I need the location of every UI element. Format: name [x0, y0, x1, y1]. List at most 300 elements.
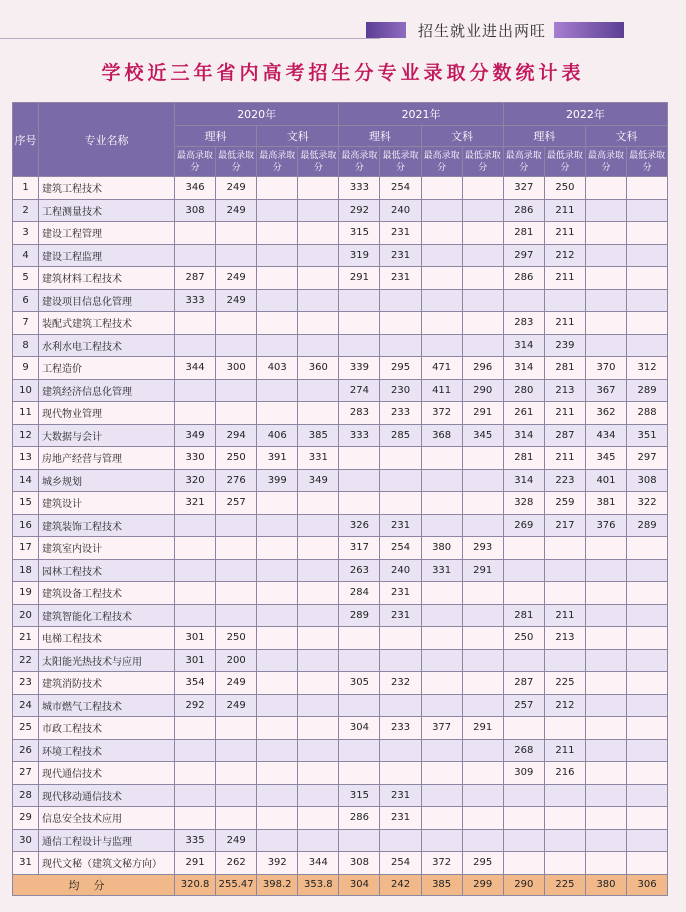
score-cell: 249: [216, 289, 257, 312]
score-cell: 257: [216, 492, 257, 515]
score-cell: [175, 784, 216, 807]
score-cell: [216, 604, 257, 627]
score-cell: [503, 582, 544, 605]
score-cell: 211: [544, 222, 585, 245]
score-cell: 333: [339, 424, 380, 447]
score-cell: [627, 604, 668, 627]
row-number: 21: [13, 627, 39, 650]
score-cell: [585, 312, 626, 335]
average-cell: 380: [585, 874, 626, 895]
major-name: 大数据与会计: [39, 424, 175, 447]
score-cell: [462, 199, 503, 222]
row-number: 17: [13, 537, 39, 560]
header-major: 专业名称: [39, 103, 175, 177]
major-name: 信息安全技术应用: [39, 807, 175, 830]
major-name: 现代物业管理: [39, 402, 175, 425]
score-cell: [462, 807, 503, 830]
row-number: 9: [13, 357, 39, 380]
table-row: [13, 717, 668, 740]
score-cell: [544, 784, 585, 807]
score-cell: 281: [503, 447, 544, 470]
table-body: [13, 177, 668, 875]
major-name: 城市燃气工程技术: [39, 694, 175, 717]
score-cell: [257, 492, 298, 515]
score-cell: [627, 649, 668, 672]
section-banner: [366, 18, 678, 42]
table-row: [13, 582, 668, 605]
score-cell: [298, 334, 339, 357]
header-min-score: 最低录取分: [216, 147, 257, 177]
score-cell: [298, 582, 339, 605]
score-cell: 300: [216, 357, 257, 380]
score-cell: 305: [339, 672, 380, 695]
score-cell: [462, 514, 503, 537]
score-cell: [421, 312, 462, 335]
score-cell: 362: [585, 402, 626, 425]
score-cell: 231: [380, 514, 421, 537]
score-cell: [175, 312, 216, 335]
score-cell: [216, 222, 257, 245]
score-cell: 250: [216, 447, 257, 470]
table-row: [13, 672, 668, 695]
score-cell: [421, 289, 462, 312]
score-cell: 281: [503, 604, 544, 627]
score-cell: [339, 694, 380, 717]
score-cell: 291: [462, 717, 503, 740]
score-cell: 385: [298, 424, 339, 447]
score-cell: [257, 739, 298, 762]
score-cell: [462, 312, 503, 335]
score-cell: [298, 717, 339, 740]
score-cell: [462, 267, 503, 290]
score-cell: [257, 649, 298, 672]
score-cell: [421, 604, 462, 627]
score-cell: [421, 334, 462, 357]
score-cell: [585, 627, 626, 650]
score-cell: 292: [339, 199, 380, 222]
score-cell: [544, 717, 585, 740]
score-cell: [257, 537, 298, 560]
table-row: [13, 852, 668, 875]
score-cell: 380: [421, 537, 462, 560]
score-cell: [380, 334, 421, 357]
score-cell: [462, 829, 503, 852]
header-science: 理科: [339, 126, 421, 147]
score-cell: [462, 739, 503, 762]
score-cell: [339, 649, 380, 672]
average-row: [13, 874, 668, 895]
top-rule: [0, 38, 380, 39]
score-cell: 231: [380, 267, 421, 290]
row-number: 24: [13, 694, 39, 717]
score-cell: [421, 627, 462, 650]
score-cell: 401: [585, 469, 626, 492]
table-row: [13, 739, 668, 762]
score-cell: 314: [503, 334, 544, 357]
header-max-score: 最高录取分: [585, 147, 626, 177]
score-cell: [627, 762, 668, 785]
row-number: 25: [13, 717, 39, 740]
score-cell: [298, 627, 339, 650]
header-min-score: 最低录取分: [544, 147, 585, 177]
average-cell: 225: [544, 874, 585, 895]
score-cell: [175, 604, 216, 627]
score-cell: [216, 559, 257, 582]
score-cell: 212: [544, 694, 585, 717]
score-cell: [257, 672, 298, 695]
score-cell: 330: [175, 447, 216, 470]
major-name: 通信工程设计与监理: [39, 829, 175, 852]
score-cell: [339, 447, 380, 470]
score-cell: 328: [503, 492, 544, 515]
major-name: 工程造价: [39, 357, 175, 380]
score-cell: [257, 177, 298, 200]
score-cell: [585, 852, 626, 875]
score-cell: [339, 739, 380, 762]
major-name: 房地产经营与管理: [39, 447, 175, 470]
header-max-score: 最高录取分: [257, 147, 298, 177]
score-cell: [421, 739, 462, 762]
score-cell: 213: [544, 379, 585, 402]
score-cell: [298, 649, 339, 672]
score-cell: [627, 627, 668, 650]
score-cell: [585, 717, 626, 740]
score-cell: [175, 514, 216, 537]
score-cell: [257, 244, 298, 267]
score-cell: [627, 177, 668, 200]
header-min-score: 最低录取分: [298, 147, 339, 177]
table-row: [13, 559, 668, 582]
score-cell: 217: [544, 514, 585, 537]
score-cell: 308: [339, 852, 380, 875]
score-cell: 289: [339, 604, 380, 627]
score-cell: [627, 537, 668, 560]
score-cell: 291: [462, 559, 503, 582]
score-cell: [421, 492, 462, 515]
score-cell: [421, 672, 462, 695]
score-cell: [544, 289, 585, 312]
score-cell: [298, 762, 339, 785]
score-cell: [298, 267, 339, 290]
score-cell: 370: [585, 357, 626, 380]
score-cell: 335: [175, 829, 216, 852]
score-cell: 354: [175, 672, 216, 695]
major-name: 建筑设备工程技术: [39, 582, 175, 605]
score-cell: 289: [627, 379, 668, 402]
major-name: 市政工程技术: [39, 717, 175, 740]
score-cell: [421, 694, 462, 717]
score-cell: [462, 289, 503, 312]
score-cell: [380, 289, 421, 312]
row-number: 28: [13, 784, 39, 807]
average-cell: 290: [503, 874, 544, 895]
score-cell: 211: [544, 447, 585, 470]
header-arts: 文科: [257, 126, 339, 147]
score-cell: 368: [421, 424, 462, 447]
score-cell: [175, 582, 216, 605]
average-cell: 242: [380, 874, 421, 895]
score-cell: [175, 537, 216, 560]
score-cell: [257, 762, 298, 785]
score-cell: 249: [216, 177, 257, 200]
score-cell: 212: [544, 244, 585, 267]
header-max-score: 最高录取分: [175, 147, 216, 177]
score-cell: 319: [339, 244, 380, 267]
row-number: 12: [13, 424, 39, 447]
score-cell: 403: [257, 357, 298, 380]
major-name: 建筑经济信息化管理: [39, 379, 175, 402]
header-science: 理科: [175, 126, 257, 147]
score-cell: 297: [503, 244, 544, 267]
score-cell: 230: [380, 379, 421, 402]
score-cell: [585, 222, 626, 245]
score-cell: 406: [257, 424, 298, 447]
major-name: 建设工程管理: [39, 222, 175, 245]
score-cell: 240: [380, 199, 421, 222]
score-cell: 286: [339, 807, 380, 830]
score-cell: 200: [216, 649, 257, 672]
score-cell: 315: [339, 222, 380, 245]
table-row: [13, 402, 668, 425]
score-cell: [339, 829, 380, 852]
score-cell: 283: [339, 402, 380, 425]
table-row: [13, 762, 668, 785]
score-cell: [503, 829, 544, 852]
score-cell: 284: [339, 582, 380, 605]
score-cell: [627, 267, 668, 290]
row-number: 31: [13, 852, 39, 875]
score-cell: [462, 244, 503, 267]
score-cell: [175, 807, 216, 830]
score-cell: [216, 244, 257, 267]
score-cell: 367: [585, 379, 626, 402]
score-cell: 211: [544, 739, 585, 762]
score-cell: [216, 537, 257, 560]
score-cell: [585, 604, 626, 627]
score-cell: [462, 694, 503, 717]
score-cell: 372: [421, 852, 462, 875]
score-cell: [421, 447, 462, 470]
score-cell: 254: [380, 537, 421, 560]
score-cell: 231: [380, 784, 421, 807]
score-cell: [462, 222, 503, 245]
score-cell: [175, 559, 216, 582]
banner-accent-left: [366, 22, 406, 38]
score-cell: [175, 762, 216, 785]
major-name: 建筑材料工程技术: [39, 267, 175, 290]
score-cell: 381: [585, 492, 626, 515]
score-cell: [503, 649, 544, 672]
score-cell: 351: [627, 424, 668, 447]
score-cell: 287: [175, 267, 216, 290]
score-cell: [257, 604, 298, 627]
table-row: [13, 312, 668, 335]
average-cell: 320.8: [175, 874, 216, 895]
score-cell: [298, 537, 339, 560]
row-number: 15: [13, 492, 39, 515]
average-cell: 306: [627, 874, 668, 895]
score-cell: 231: [380, 244, 421, 267]
score-cell: 345: [462, 424, 503, 447]
score-cell: 231: [380, 222, 421, 245]
score-cell: [298, 492, 339, 515]
score-cell: [503, 289, 544, 312]
score-cell: [462, 627, 503, 650]
table-row: [13, 289, 668, 312]
average-cell: 304: [339, 874, 380, 895]
table-row: [13, 244, 668, 267]
score-cell: 289: [627, 514, 668, 537]
score-cell: 295: [462, 852, 503, 875]
score-cell: 296: [462, 357, 503, 380]
score-cell: [585, 649, 626, 672]
score-cell: [298, 289, 339, 312]
score-cell: 344: [175, 357, 216, 380]
score-cell: [503, 537, 544, 560]
score-cell: [257, 222, 298, 245]
score-cell: 250: [503, 627, 544, 650]
score-cell: [627, 199, 668, 222]
score-cell: [462, 469, 503, 492]
score-cell: [627, 222, 668, 245]
score-cell: [421, 762, 462, 785]
row-number: 26: [13, 739, 39, 762]
table-row: [13, 492, 668, 515]
major-name: 建设项目信息化管理: [39, 289, 175, 312]
table-row: [13, 357, 668, 380]
table-row: [13, 199, 668, 222]
score-cell: [175, 739, 216, 762]
major-name: 环境工程技术: [39, 739, 175, 762]
score-cell: 372: [421, 402, 462, 425]
major-name: 电梯工程技术: [39, 627, 175, 650]
score-cell: 301: [175, 649, 216, 672]
table-row: [13, 267, 668, 290]
score-cell: [298, 402, 339, 425]
table-row: [13, 604, 668, 627]
score-cell: 213: [544, 627, 585, 650]
score-cell: 257: [503, 694, 544, 717]
score-cell: [175, 402, 216, 425]
score-cell: [627, 807, 668, 830]
score-cell: 344: [298, 852, 339, 875]
score-cell: [216, 582, 257, 605]
score-cell: [298, 807, 339, 830]
score-cell: 434: [585, 424, 626, 447]
score-cell: 301: [175, 627, 216, 650]
score-cell: 471: [421, 357, 462, 380]
score-cell: [339, 492, 380, 515]
header-max-score: 最高录取分: [421, 147, 462, 177]
score-cell: 291: [339, 267, 380, 290]
score-cell: [339, 334, 380, 357]
table-row: [13, 784, 668, 807]
header-arts: 文科: [585, 126, 667, 147]
score-cell: 377: [421, 717, 462, 740]
score-cell: [585, 559, 626, 582]
score-cell: 287: [544, 424, 585, 447]
score-cell: 317: [339, 537, 380, 560]
score-cell: 391: [257, 447, 298, 470]
score-cell: [298, 222, 339, 245]
score-cell: 211: [544, 402, 585, 425]
score-cell: 288: [627, 402, 668, 425]
score-cell: [585, 762, 626, 785]
score-cell: [462, 649, 503, 672]
score-cell: 286: [503, 199, 544, 222]
score-cell: [380, 492, 421, 515]
row-number: 16: [13, 514, 39, 537]
score-cell: [257, 717, 298, 740]
table-row: [13, 469, 668, 492]
score-cell: [462, 177, 503, 200]
score-cell: [380, 739, 421, 762]
score-cell: 268: [503, 739, 544, 762]
score-cell: [339, 762, 380, 785]
score-cell: 225: [544, 672, 585, 695]
row-number: 8: [13, 334, 39, 357]
score-cell: [216, 807, 257, 830]
score-cell: [544, 537, 585, 560]
score-cell: [298, 559, 339, 582]
score-cell: [257, 694, 298, 717]
score-cell: [462, 672, 503, 695]
score-cell: [585, 199, 626, 222]
score-cell: [298, 739, 339, 762]
average-cell: 353.8: [298, 874, 339, 895]
score-cell: 254: [380, 177, 421, 200]
score-cell: 249: [216, 694, 257, 717]
score-cell: 333: [175, 289, 216, 312]
score-cell: [298, 514, 339, 537]
score-cell: [298, 829, 339, 852]
score-cell: 276: [216, 469, 257, 492]
score-cell: 327: [503, 177, 544, 200]
header-year-2020: 2020年: [175, 103, 339, 126]
score-cell: 254: [380, 852, 421, 875]
row-number: 18: [13, 559, 39, 582]
score-cell: 259: [544, 492, 585, 515]
score-cell: [627, 717, 668, 740]
score-table: [12, 102, 668, 896]
score-cell: [216, 717, 257, 740]
score-cell: 309: [503, 762, 544, 785]
score-cell: [462, 334, 503, 357]
row-number: 19: [13, 582, 39, 605]
score-cell: [380, 829, 421, 852]
score-cell: [585, 267, 626, 290]
average-cell: 398.2: [257, 874, 298, 895]
score-cell: [627, 672, 668, 695]
score-cell: 345: [585, 447, 626, 470]
score-cell: [298, 312, 339, 335]
table-row: [13, 177, 668, 200]
score-cell: [216, 334, 257, 357]
banner-accent-right: [554, 22, 624, 38]
score-cell: 291: [175, 852, 216, 875]
table-row: [13, 829, 668, 852]
score-cell: [627, 582, 668, 605]
score-cell: [175, 244, 216, 267]
header-year-2022: 2022年: [503, 103, 667, 126]
score-cell: [175, 717, 216, 740]
row-number: 11: [13, 402, 39, 425]
score-cell: [216, 762, 257, 785]
score-cell: [421, 222, 462, 245]
score-cell: [544, 649, 585, 672]
score-cell: [298, 604, 339, 627]
score-cell: 261: [503, 402, 544, 425]
